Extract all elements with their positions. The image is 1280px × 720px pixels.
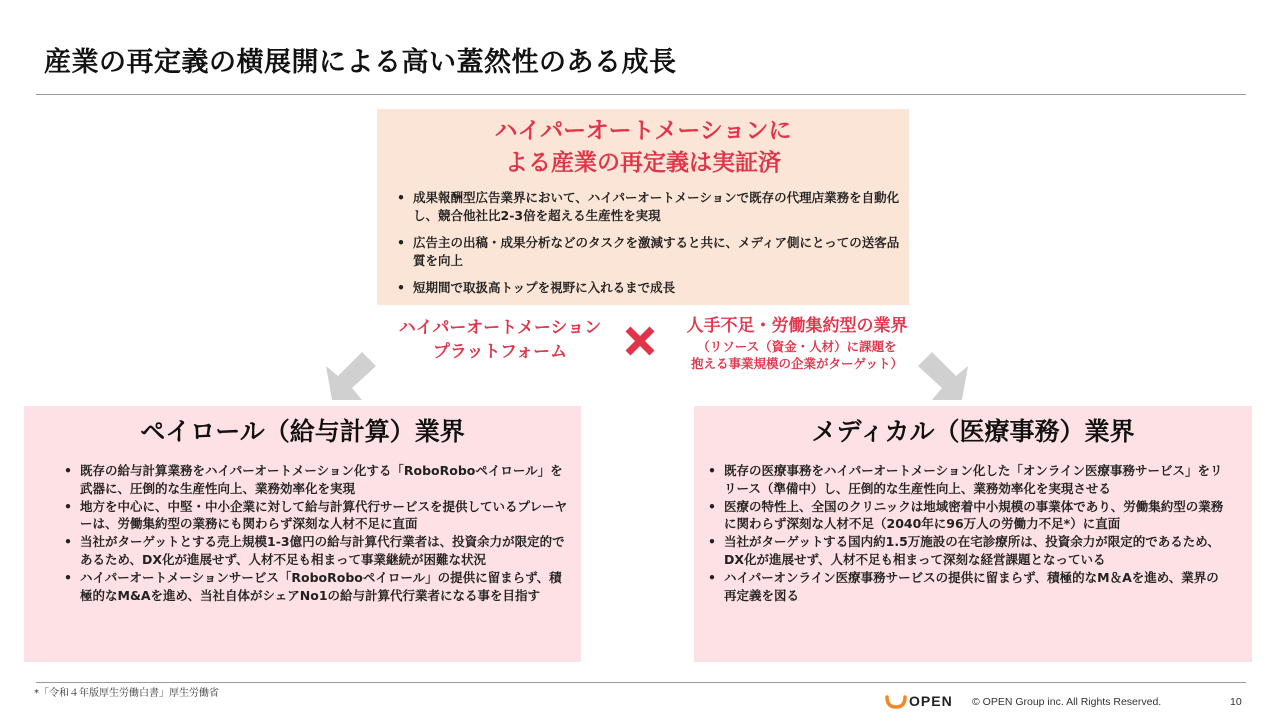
medical-panel-title: メディカル（医療事務）業界 — [811, 417, 1135, 446]
target-industry-sub-line1: （リソース（資金・人材）に課題を — [697, 339, 897, 354]
payroll-bullet-list — [60, 462, 570, 604]
platform-label-line1: ハイパーオートメーション — [398, 318, 602, 338]
list-item: • 既存の給与計算業務をハイパーオートメーション化する「RoboRoboペイロール」を武器に、圧倒的な生産性向上、業務効率化を実現 — [60, 462, 570, 498]
slide-title: 産業の再定義の横展開による高い蓋然性のある成長 — [44, 47, 677, 78]
medical-industry-panel — [694, 406, 1252, 662]
target-industry-sub-line2: 抱える事業規模の企業がターゲット） — [690, 356, 903, 371]
title-divider — [36, 94, 1246, 95]
proven-heading-line1: ハイパーオートメーションに — [494, 118, 792, 144]
proven-heading-line2: よる産業の再定義は実証済 — [505, 150, 781, 176]
list-item: • 地方を中心に、中堅・中小企業に対して給与計算代行サービスを提供しているプレーヤーは、労働集約型の業務にも関わらず深刻な人材不足に直面 — [60, 498, 570, 534]
footer-divider — [36, 682, 1246, 683]
list-item: • 当社がターゲットとする売上規模1-3億円の給与計算代行業者は、投資余力が限定的であるため、DX化が進展せず、人材不足も相まって事業継続が困難な状況 — [60, 533, 570, 569]
target-industry-label — [662, 314, 932, 372]
payroll-panel-title: ペイロール（給与計算）業界 — [140, 417, 465, 446]
platform-label-line2: プラットフォーム — [432, 342, 568, 362]
list-item: • 短期間で取扱高トップを視野に入れるまで成長 — [393, 279, 903, 297]
list-item: • 医療の特性上、全国のクリニックは地域密着中小規模の事業体であり、労働集約型の業務に関わらず深刻な人材不足（2040年に96万人の労働力不足*）に直面 — [704, 498, 1224, 534]
arrow-down-right-icon — [916, 352, 976, 404]
red-x-icon — [622, 323, 658, 359]
payroll-industry-panel — [24, 406, 581, 662]
list-item: • ハイパーオートメーションサービス「RoboRoboペイロール」の提供に留まらず、積極的なM&Aを進め、当社自体がシェアNo1の給与計算代行業者になる事を目指す — [60, 569, 570, 605]
list-item: • 広告主の出稿・成果分析などのタスクを激減すると共に、メディア側にとっての送客品質を向上 — [393, 234, 903, 270]
company-logo — [885, 691, 953, 711]
arrow-down-left-icon — [318, 352, 378, 404]
target-industry-heading: 人手不足・労働集約型の業界 — [686, 316, 908, 336]
logo-mark-icon — [885, 693, 907, 709]
platform-label — [380, 316, 620, 364]
medical-bullet-list — [704, 462, 1224, 604]
copyright: © OPEN Group inc. All Rights Reserved. — [972, 696, 1162, 708]
logo-text: OPEN — [909, 693, 953, 709]
proven-bullet-list — [393, 189, 903, 306]
page-number: 10 — [1230, 696, 1242, 708]
list-item: • 既存の医療事務をハイパーオートメーション化した「オンライン医療事務サービス」をリリース（準備中）し、圧倒的な生産性向上、業務効率化を実現させる — [704, 462, 1224, 498]
proven-heading — [377, 115, 909, 179]
proven-redefinition-box — [377, 109, 909, 305]
list-item: • ハイパーオンライン医療事務サービスの提供に留まらず、積極的なM＆Aを進め、業界の再定義を図る — [704, 569, 1224, 605]
footnote: *「令和４年版厚生労働白書」厚生労働省 — [34, 688, 219, 699]
list-item: • 成果報酬型広告業界において、ハイパーオートメーションで既存の代理店業務を自動化し、競合他社比2-3倍を超える生産性を実現 — [393, 189, 903, 225]
list-item: • 当社がターゲットする国内約1.5万施設の在宅診療所は、投資余力が限定的であるため、DX化が進展せず、人材不足も相まって深刻な経営課題となっている — [704, 533, 1224, 569]
